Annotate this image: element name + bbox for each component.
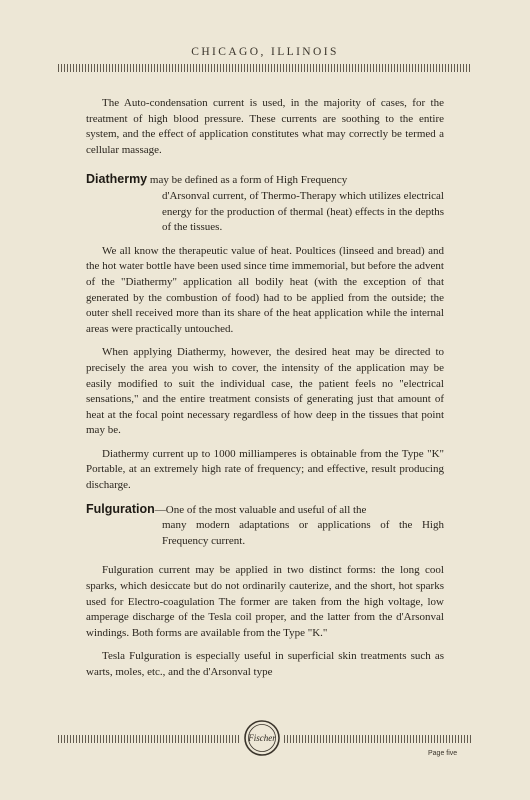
paragraph-diathermy-definition xyxy=(86,172,444,235)
term-diathermy: Diathermy xyxy=(86,172,148,187)
header-rule xyxy=(58,64,472,72)
fulguration-continuation: many modern adaptations or applications of the High Frequency current. xyxy=(162,519,444,547)
logo-wordmark: Fischer xyxy=(248,733,276,743)
diathermy-lead-text: may be defined as a form of High Frequency xyxy=(149,174,348,187)
term-fulguration: Fulguration xyxy=(86,501,155,516)
paragraph-auto-condensation: The Auto-condensation current is used, in the majority of cases, for the treatment of high blood pressure. These currents are soothing to the entire system, and the effect of application constitutes what may correctly be termed a cellular massage. xyxy=(86,97,444,156)
page-header-title: CHICAGO, ILLINOIS xyxy=(191,46,339,58)
footer-rule-right xyxy=(284,735,472,743)
diathermy-continuation: d'Arsonval current, of Thermo-Therapy which utilizes electrical energy for the production of thermal (heat) effects in the depths of the tissues. xyxy=(162,189,444,234)
paragraph-fulguration-definition xyxy=(86,502,444,550)
paragraph-tesla-fulguration: Tesla Fulguration is especially useful in superficial skin treatments such as warts, moles, etc., and the d'Arsonval type xyxy=(86,650,444,678)
fulguration-lead-text: —One of the most valuable and useful of all the xyxy=(154,503,367,516)
paragraph-applying-diathermy: When applying Diathermy, however, the desired heat may be directed to precisely the area you wish to cover, the intensity of the application may be easily modified to suit the individual case, the patient feels no "electrical sensations," and the entire treatment consists of generating just that amount of heat at the focal point necessary regardless of how deep in the tissues that point may be. xyxy=(86,346,444,437)
paragraph-fulguration-forms: Fulguration current may be applied in two distinct forms: the long cool sparks, which desiccate but do not ordinarily cauterize, and the short, hot sparks used for Electro-coagulation The former are taken from the high voltage, low amperage discharge of the Tesla coil proper, and the latter from the d'Arsonval windings. Both forms are available from the Type "K." xyxy=(86,564,444,639)
body-text xyxy=(86,96,444,689)
fischer-logo xyxy=(242,718,282,758)
paragraph-heat-value: We all know the therapeutic value of heat. Poultices (linseed and bread) and the hot water bottle have been used since time immemorial, but before the advent of the "Diathermy" application all bodily heat (with the exception of that generated by the combustion of food) had to be applied from the outside; the outer shell received more than its share of the heat application while the internal areas were practically untouched. xyxy=(86,244,444,335)
paragraph-diathermy-current: Diathermy current up to 1000 milliamperes is obtainable from the Type "K" Portable, at an extremely high rate of frequency; and effective, result producing discharge. xyxy=(86,447,444,492)
footer-rule-left xyxy=(58,735,240,743)
page-number: Page five xyxy=(428,750,458,757)
